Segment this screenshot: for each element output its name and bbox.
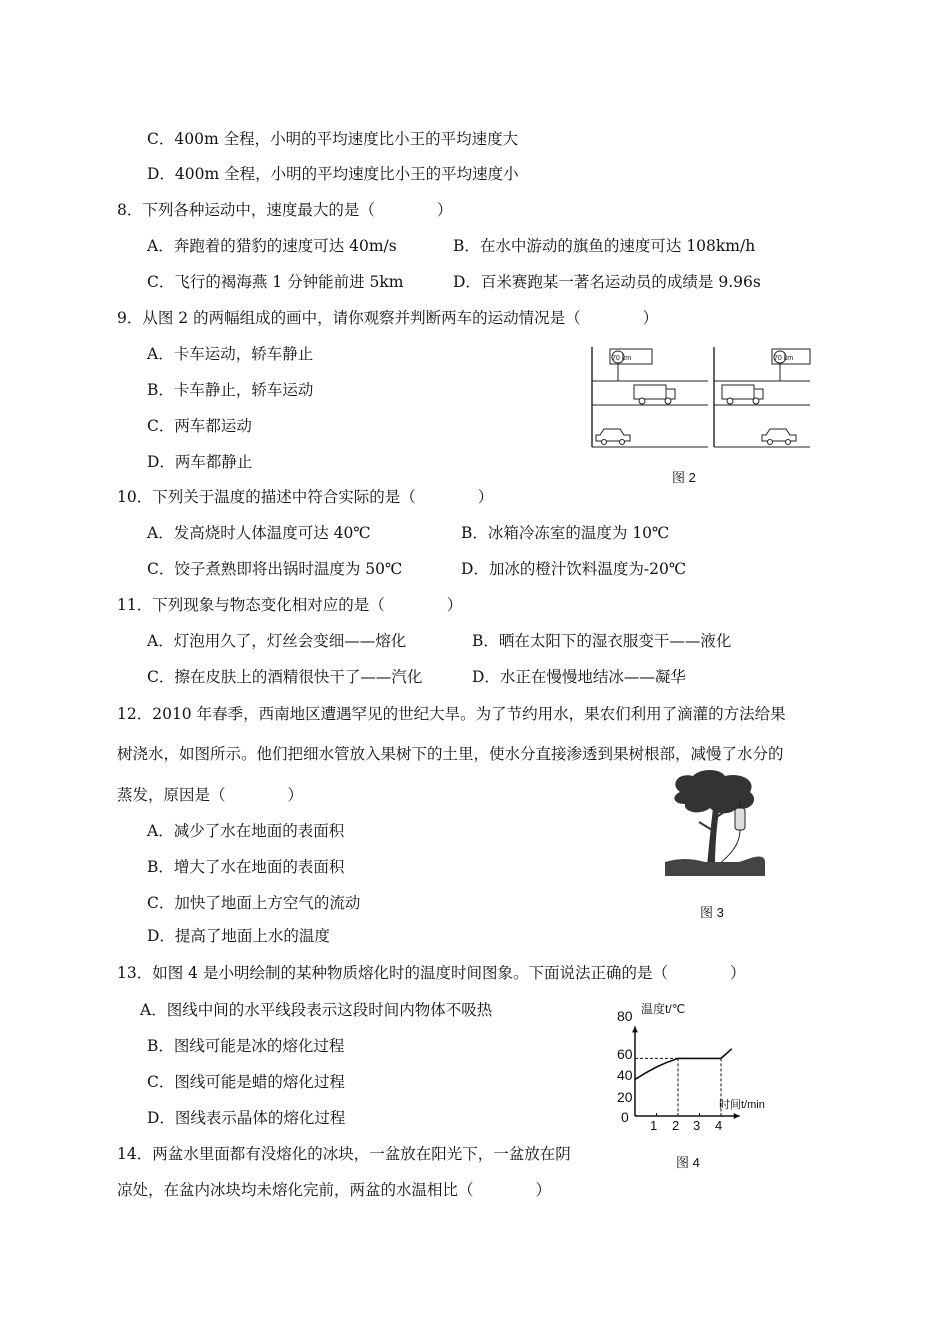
q9-option-b: B．卡车静止，轿车运动: [147, 381, 314, 399]
q12-option-a: A．减少了水在地面的表面积: [147, 822, 345, 840]
q9-stem: 9．从图 2 的两幅组成的画中，请你观察并判断两车的运动情况是（ ）: [117, 309, 659, 327]
q11-stem: 11．下列现象与物态变化相对应的是（ ）: [117, 596, 463, 614]
y-tick-80: 80: [617, 1008, 633, 1024]
q8-stem: 8．下列各种运动中，速度最大的是（ ）: [117, 201, 453, 219]
y-tick-20: 20: [617, 1089, 633, 1105]
car-icon: [596, 429, 630, 445]
figure-3-caption: 图 3: [700, 905, 724, 920]
y-tick-0: 0: [621, 1109, 629, 1125]
q12-option-b: B．增大了水在地面的表面积: [147, 858, 345, 876]
q13-option-c: C．图线可能是蜡的熔化过程: [147, 1073, 345, 1091]
q12-stem-line2: 树浇水，如图所示。他们把细水管放入果树下的土里，使水分直接渗透到果树根部，减慢了水分的: [117, 745, 784, 763]
figure-3-tree-drip-irrigation: [665, 770, 765, 880]
figure-2-right-panel: [712, 347, 812, 449]
y-tick-60: 60: [617, 1046, 633, 1062]
q8-option-c: C．飞行的褐海燕 1 分钟能前进 5km: [147, 273, 404, 291]
x-tick-2: 2: [672, 1118, 680, 1133]
truck-icon: [722, 385, 763, 404]
figure-2-left-panel: [590, 347, 710, 449]
x-tick-1: 1: [650, 1118, 658, 1133]
q8-option-a: A．奔跑着的猎豹的速度可达 40m/s: [147, 237, 397, 255]
q9-option-c: C．两车都运动: [147, 417, 252, 435]
q13-option-d: D．图线表示晶体的熔化过程: [147, 1109, 346, 1127]
x-tick-4: 4: [715, 1118, 723, 1133]
truck-icon: [634, 385, 675, 404]
speed-sign-label: 70 km: [612, 355, 632, 362]
q12-stem-line3: 蒸发，原因是（ ）: [117, 786, 304, 804]
q10-stem: 10．下列关于温度的描述中符合实际的是（ ）: [117, 488, 494, 506]
q10-option-a: A．发高烧时人体温度可达 40℃: [147, 524, 371, 542]
graph-y-axis-label: 温度t/℃: [641, 1002, 686, 1016]
q11-option-c: C．擦在皮肤上的酒精很快干了——汽化: [147, 668, 423, 686]
car-icon: [762, 429, 796, 445]
q14-stem-line1: 14．两盆水里面都有没熔化的冰块，一盆放在阳光下，一盆放在阴: [117, 1145, 571, 1163]
q8-option-d: D．百米赛跑某一著名运动员的成绩是 9.96s: [453, 273, 761, 291]
q13-stem: 13．如图 4 是小明绘制的某种物质熔化时的温度时间图象。下面说法正确的是（ ）: [117, 964, 746, 982]
q8-option-b: B．在水中游动的旗鱼的速度可达 108km/h: [453, 237, 756, 255]
q10-option-b: B．冰箱冷冻室的温度为 10℃: [461, 524, 670, 542]
q13-option-b: B．图线可能是冰的熔化过程: [147, 1037, 345, 1055]
x-tick-3: 3: [693, 1118, 701, 1133]
q7-option-c: C．400m 全程，小明的平均速度比小王的平均速度大: [147, 130, 519, 148]
q11-option-d: D．水正在慢慢地结冰——凝华: [472, 668, 686, 686]
figure-4-caption: 图 4: [676, 1155, 700, 1170]
x-axis-arrow: [734, 1113, 740, 1119]
q10-option-c: C．饺子煮熟即将出锅时温度为 50℃: [147, 560, 403, 578]
q9-option-d: D．两车都静止: [147, 453, 253, 471]
speed-sign-label: 70 km: [774, 355, 794, 362]
y-axis-arrow: [632, 1026, 638, 1032]
q9-option-a: A．卡车运动，轿车静止: [147, 345, 314, 363]
y-tick-40: 40: [617, 1067, 633, 1083]
graph-x-axis-label: 时间t/min: [719, 1099, 765, 1111]
q12-option-d: D．提高了地面上水的温度: [147, 927, 330, 945]
figure-4-melting-graph: [605, 995, 805, 1135]
q11-option-a: A．灯泡用久了，灯丝会变细——熔化: [147, 632, 407, 650]
q14-stem-line2: 凉处，在盆内冰块均未熔化完前，两盆的水温相比（ ）: [117, 1181, 552, 1199]
q13-option-a: A．图线中间的水平线段表示这段时间内物体不吸热: [140, 1001, 493, 1019]
figure-2-caption: 图 2: [672, 470, 696, 485]
q12-stem-line1: 12．2010 年春季，西南地区遭遇罕见的世纪大旱。为了节约用水，果农们利用了滴灌的方法给果: [117, 705, 786, 723]
q12-option-c: C．加快了地面上方空气的流动: [147, 894, 361, 912]
q7-option-d: D．400m 全程，小明的平均速度比小王的平均速度小: [147, 165, 519, 183]
temperature-curve: [635, 1049, 732, 1080]
q11-option-b: B．晒在太阳下的湿衣服变干——液化: [472, 632, 732, 650]
q10-option-d: D．加冰的橙汁饮料温度为-20℃: [461, 560, 687, 578]
